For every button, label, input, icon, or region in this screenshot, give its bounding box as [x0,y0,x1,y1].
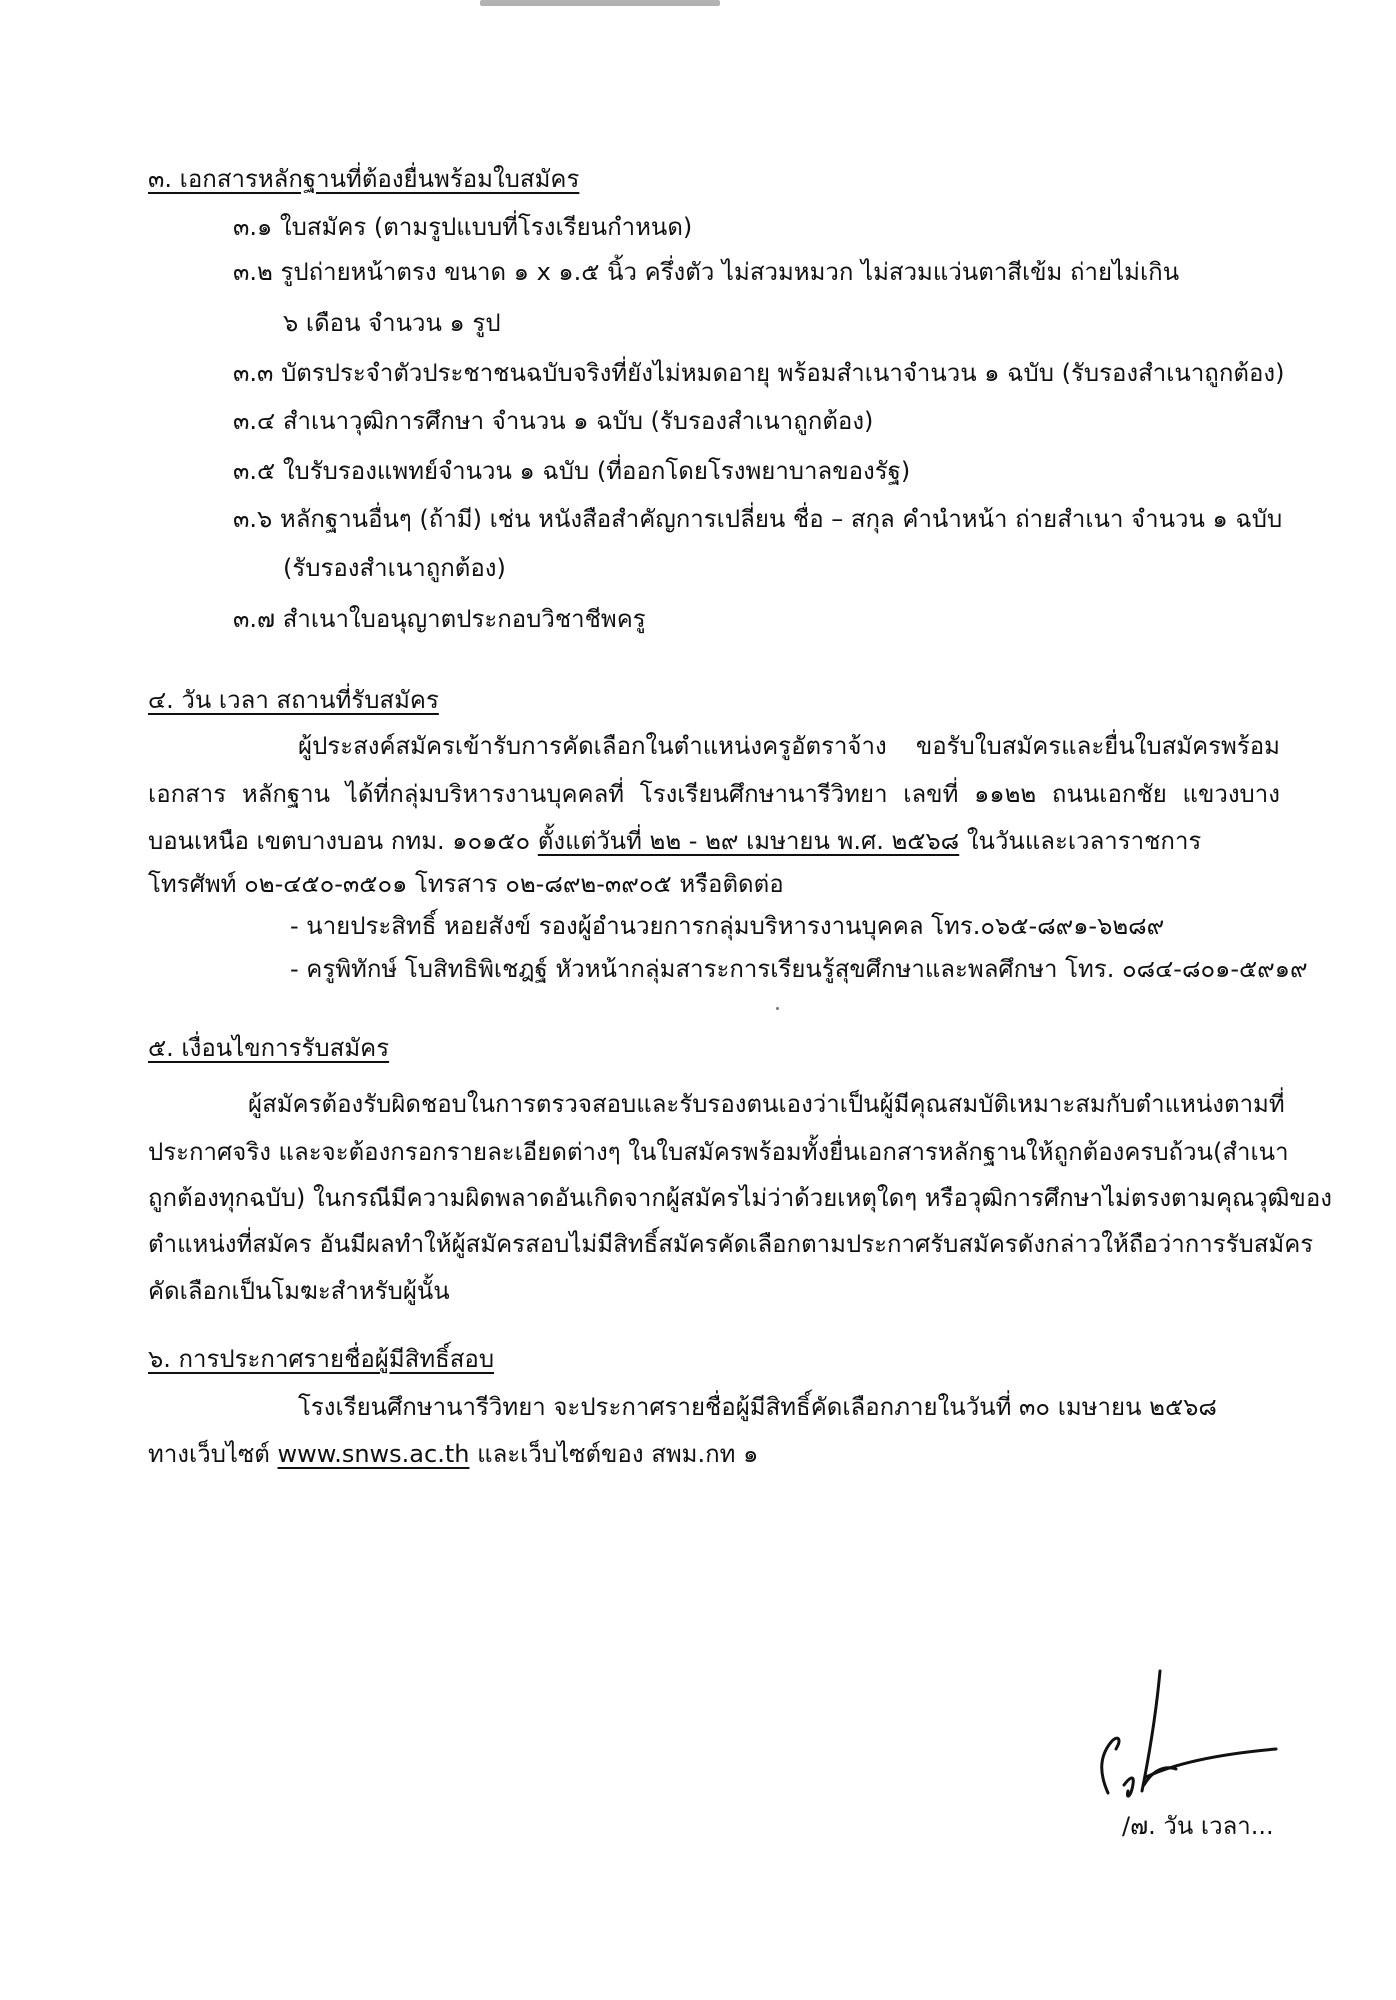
address-text: บอนเหนือ เขตบางบอน กทม. ๑๐๑๕๐ [148,827,538,855]
paragraph-line: ผู้สมัครต้องรับผิดชอบในการตรวจสอบและรับรองตนเองว่าเป็นผู้มีคุณสมบัติเหมาะสมกับตำแหน่งตามที่ [248,1090,1285,1118]
website-prefix: ทางเว็บไซต์ [148,1440,278,1468]
section-4-heading: ๔. วัน เวลา สถานที่รับสมัคร [148,686,439,714]
section-6-heading: ๖. การประกาศรายชื่อผู้มีสิทธิ์สอบ [148,1345,495,1373]
list-item: ๓.๓ บัตรประจำตัวประชาชนฉบับจริงที่ยังไม่หมดอายุ พร้อมสำเนาจำนวน ๑ ฉบับ (รับรองสำเนาถูกต้อง) [233,359,1285,387]
paragraph-line: ประกาศจริง และจะต้องกรอกรายละเอียดต่างๆ ในใบสมัครพร้อมทั้งยื่นเอกสารหลักฐานให้ถูกต้องครบถ้วน(สำเนา [148,1138,1289,1166]
handwritten-signature [1080,1665,1280,1805]
application-dates: ตั้งแต่วันที่ ๒๒ - ๒๙ เมษายน พ.ศ. ๒๕๖๘ [537,827,960,855]
list-item: ๓.๕ ใบรับรองแพทย์จำนวน ๑ ฉบับ (ที่ออกโดยโรงพยาบาลของรัฐ) [233,457,911,485]
scan-speck [776,1007,779,1010]
paragraph-line-dates [148,827,1280,856]
continuation-note: /๗. วัน เวลา... [1122,1812,1274,1840]
list-item: ๓.๖ หลักฐานอื่นๆ (ถ้ามี) เช่น หนังสือสำคัญการเปลี่ยน ชื่อ – สกุล คำนำหน้า ถ่ายสำเนา จำนวน ๑ ฉบับ [233,505,1283,533]
list-item-continuation: (รับรองสำเนาถูกต้อง) [283,554,506,582]
website-line [148,1440,758,1469]
list-item: ๓.๔ สำเนาวุฒิการศึกษา จำนวน ๑ ฉบับ (รับรองสำเนาถูกต้อง) [233,407,874,435]
top-edge-mark [480,0,720,6]
school-website-link[interactable]: www.snws.ac.th [277,1440,470,1468]
paragraph-line: ผู้ประสงค์สมัครเข้ารับการคัดเลือกในตำแหน่งครูอัตราจ้าง ขอรับใบสมัครและยื่นใบสมัครพร้อม [298,732,1280,760]
contact-person-2: - ครูพิทักษ์ โบสิทธิพิเชฎฐ์ หัวหน้ากลุ่มสาระการเรียนรู้สุขศึกษาและพลศึกษา โทร. ๐๘๔-๘๐๑-๕๙๑๙ [290,955,1308,983]
list-item: ๓.๑ ใบสมัคร (ตามรูปแบบที่โรงเรียนกำหนด) [233,213,693,241]
paragraph-line: ตำแหน่งที่สมัคร อันมีผลทำให้ผู้สมัครสอบไม่มีสิทธิ์สมัครคัดเลือกตามประกาศรับสมัครดังกล่าวให้ถือว่าการรับสมัคร [148,1230,1314,1258]
section-3-heading: ๓. เอกสารหลักฐานที่ต้องยื่นพร้อมใบสมัคร [148,165,580,193]
website-suffix: และเว็บไซต์ของ สพม.กท ๑ [469,1440,759,1468]
phone-fax-line: โทรศัพท์ ๐๒-๔๕๐-๓๕๐๑ โทรสาร ๐๒-๘๙๒-๓๙๐๕ หรือติดต่อ [148,870,784,898]
list-item: ๓.๗ สำเนาใบอนุญาตประกอบวิชาชีพครู [233,605,646,633]
paragraph-line: คัดเลือกเป็นโมฆะสำหรับผู้นั้น [148,1277,450,1305]
paragraph-line: ถูกต้องทุกฉบับ) ในกรณีมีความผิดพลาดอันเกิดจากผู้สมัครไม่ว่าด้วยเหตุใดๆ หรือวุฒิการศึกษาไม่ตรงตามคุณวุฒิของ [148,1184,1332,1212]
list-item: ๓.๒ รูปถ่ายหน้าตรง ขนาด ๑ x ๑.๕ นิ้ว ครึ่งตัว ไม่สวมหมวก ไม่สวมแว่นตาสีเข้ม ถ่ายไม่เกิน [233,258,1180,286]
list-item-continuation: ๖ เดือน จำนวน ๑ รูป [283,309,501,337]
contact-person-1: - นายประสิทธิ์ หอยสังข์ รองผู้อำนวยการกลุ่มบริหารงานบุคคล โทร.๐๖๕-๘๙๑-๖๒๘๙ [290,912,1165,940]
paragraph-line: เอกสาร หลักฐาน ได้ที่กลุ่มบริหารงานบุคคลที่ โรงเรียนศึกษานารีวิทยา เลขที่ ๑๑๒๒ ถนนเอกชัย แขวงบาง [148,780,1280,808]
office-hours-text: ในวันและเวลาราชการ [959,827,1202,855]
section-5-heading: ๕. เงื่อนไขการรับสมัคร [148,1034,390,1062]
announcement-line: โรงเรียนศึกษานารีวิทยา จะประกาศรายชื่อผู้มีสิทธิ์คัดเลือกภายในวันที่ ๓๐ เมษายน ๒๕๖๘ [298,1393,1217,1421]
